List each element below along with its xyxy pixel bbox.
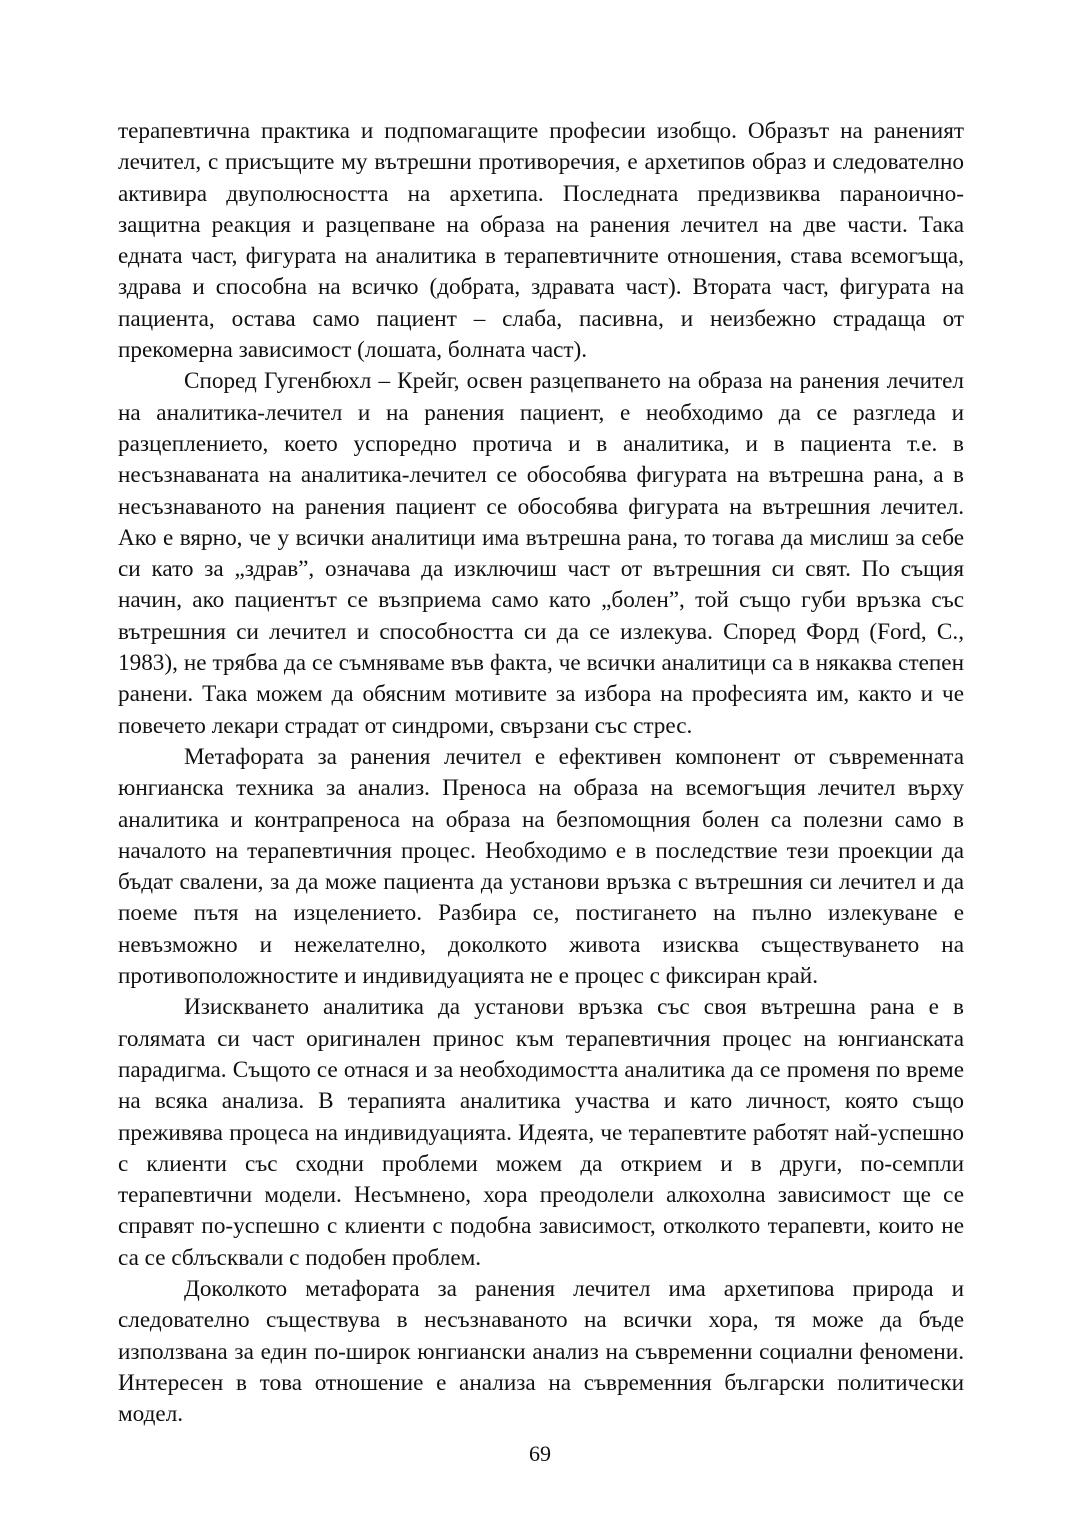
page-number: 69: [529, 1441, 551, 1466]
paragraph-1: терапевтична практика и подпомагащите професии изобщо. Образът на раненият лечител, с присъщите му вътрешни противоречия, е архетипов образ и следователно активира двуполюсността на архетипа. Последната предизвиква параноично-защитна реакция и разцепване на образа на ранения лечител на две части. Така едната част, фигурата на аналитика в терапевтичните отношения, става всемогъща, здрава и способна на всичко (добрата, здравата част). Втората част, фигурата на пациента, остава само пациент – слаба, пасивна, и неизбежно страдаща от прекомерна зависимост (лошата, болната част).: [118, 118, 964, 364]
paragraph-3: Метафората за ранения лечител е ефективен компонент от съвременната юнгианска техника за анализ. Преноса на образа на всемогъщия лечител върху аналитика и контрапреноса на образа на безпомощния болен са полезни само в началото на терапевтичния процес. Необходимо е в последствие тези проекции да бъдат свалени, за да може пациента да установи връзка с вътрешния си лечител и да поеме пътя на изцелението. Разбира се, постигането на пълно излекуване е невъзможно и нежелателно, доколкото живота изисква съществуването на противоположностите и индивидуацията не е процес с фиксиран край.: [118, 743, 964, 990]
paragraph-5: Доколкото метафората за ранения лечител има архетипова природа и следователно съществува в несъзнаваното на всички хора, тя може да бъде използвана за един по-широк юнгиански анализ на съвременни социални феномени. Интересен в това отношение е анализа на съвременния български политически модел.: [118, 1275, 964, 1428]
paragraph-2: Според Гугенбюхл – Крейг, освен разцепването на образа на ранения лечител на аналитика-лечител и на ранения пациент, е необходимо да се разгледа и разцеплението, което успоредно протича и в аналитика, и в пациента т.е. в несъзнаваната на аналитика-лечител се обособява фигурата на вътрешна рана, а в несъзнаваното на ранения пациент се обособява фигурата на вътрешния лечител. Ако е вярно, че у всички аналитици има вътрешна рана, то тогава да мислиш за себе си като за „здрав”, означава да изключиш част от вътрешния си свят. По същия начин, ако пациентът се възприема само като „болен”, той също губи връзка със вътрешния си лечител и способността си да се излекува. Според Форд (Ford, C., 1983), не трябва да се съмняваме във факта, че всички аналитици са в някаква степен ранени. Така можем да обясним мотивите за избора на професията им, както и че повечето лекари страдат от синдроми, свързани със стрес.: [118, 368, 964, 739]
page-body: [118, 116, 964, 1430]
paragraph-4: Изискването аналитика да установи връзка със своя вътрешна рана е в голямата си част оригинален принос към терапевтичния процес на юнгианската парадигма. Същото се отнася и за необходимостта аналитика да се променя по време на всяка анализа. В терапията аналитика участва и като личност, която също преживява процеса на индивидуацията. Идеята, че терапевтите работят най-успешно с клиенти със сходни проблеми можем да открием и в други, по-семпли терапевтични модели. Несъмнено, хора преодолели алкохолна зависимост ще се справят по-успешно с клиенти с подобна зависимост, отколкото терапевти, които не са се сблъсквали с подобен проблем.: [118, 994, 964, 1271]
